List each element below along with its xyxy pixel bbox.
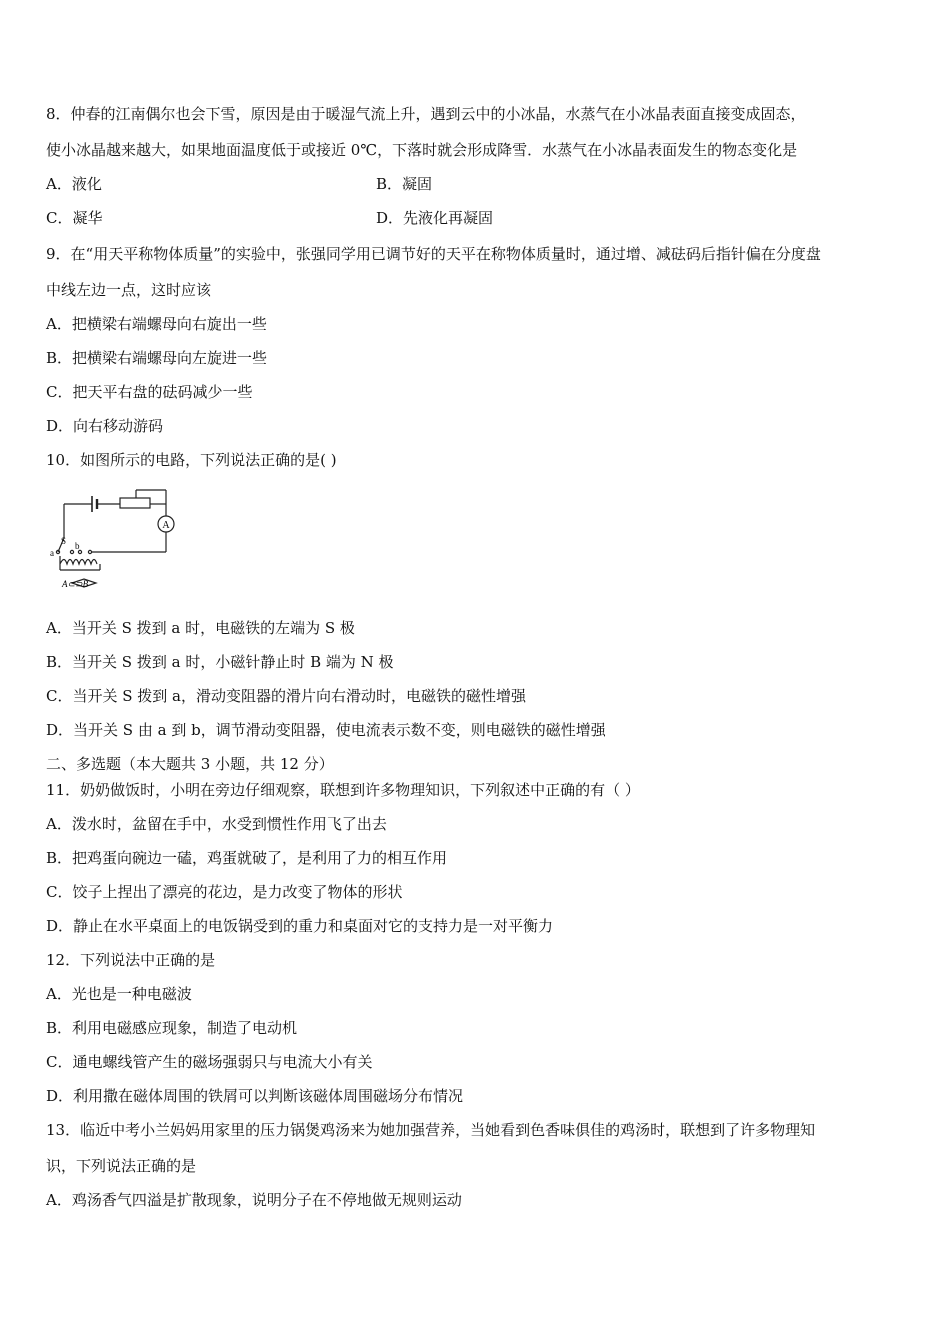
- q8-option-b: B．凝固: [376, 175, 433, 193]
- q10-option-a: A．当开关 S 拨到 a 时，电磁铁的左端为 S 极: [46, 619, 355, 637]
- q10-option-b: B．当开关 S 拨到 a 时，小磁针静止时 B 端为 N 极: [46, 653, 394, 671]
- q12-option-a: A．光也是一种电磁波: [46, 985, 192, 1003]
- q11-option-d: D．静止在水平桌面上的电饭锅受到的重力和桌面对它的支持力是一对平衡力: [46, 917, 554, 935]
- q9-stem-line2: 中线左边一点，这时应该: [46, 281, 212, 299]
- q11-option-a: A．泼水时，盆留在手中，水受到惯性作用飞了出去: [46, 815, 387, 833]
- q9-option-a: A．把横梁右端螺母向右旋出一些: [46, 315, 267, 333]
- q12-option-d: D．利用撒在磁体周围的铁屑可以判断该磁体周围磁场分布情况: [46, 1087, 464, 1105]
- needle-label: A⊂⊃B: [62, 579, 89, 589]
- q8-stem-line2: 使小冰晶越来越大，如果地面温度低于或接近 0℃，下落时就会形成降雪．水蒸气在小冰晶表面发生的物态变化是: [46, 141, 798, 159]
- q13-stem-line2: 识，下列说法正确的是: [46, 1157, 197, 1175]
- q10-option-c: C．当开关 S 拨到 a，滑动变阻器的滑片向右滑动时，电磁铁的磁性增强: [46, 687, 527, 705]
- q12-stem: 12．下列说法中正确的是: [46, 951, 216, 969]
- q8-option-a: A．液化: [46, 175, 102, 193]
- q13-stem-line1: 13．临近中考小兰妈妈用家里的压力锅煲鸡汤来为她加强营养，当她看到色香味俱佳的鸡汤时，联想到了许多物理知: [46, 1121, 816, 1139]
- q8-stem-line1: 8．仲春的江南偶尔也会下雪，原因是由于暖湿气流上升，遇到云中的小冰晶，水蒸气在小冰晶表面直接变成固态，: [46, 105, 806, 123]
- q9-option-b: B．把横梁右端螺母向左旋进一些: [46, 349, 268, 367]
- terminal-b-label: b: [75, 541, 80, 551]
- q10-stem: 10．如图所示的电路，下列说法正确的是( ): [46, 451, 337, 469]
- q13-option-a: A．鸡汤香气四溢是扩散现象，说明分子在不停地做无规则运动: [46, 1191, 462, 1209]
- q11-option-b: B．把鸡蛋向碗边一磕，鸡蛋就破了，是利用了力的相互作用: [46, 849, 448, 867]
- q12-option-c: C．通电螺线管产生的磁场强弱只与电流大小有关: [46, 1053, 373, 1071]
- q9-option-c: C．把天平右盘的砝码减少一些: [46, 383, 253, 401]
- q11-stem: 11．奶奶做饭时，小明在旁边仔细观察，联想到许多物理知识，下列叙述中正确的有（ ）: [46, 781, 640, 799]
- section-heading: 二、多选题（本大题共 3 小题，共 12 分）: [46, 755, 334, 773]
- q9-stem-line1: 9．在“用天平称物体质量”的实验中，张强同学用已调节好的天平在称物体质量时，通过增、减砝码后指针偏在分度盘: [46, 245, 821, 263]
- switch-label: S: [61, 536, 67, 546]
- ammeter-label: A: [162, 520, 170, 531]
- q8-option-c: C．凝华: [46, 209, 103, 227]
- q8-option-d: D．先液化再凝固: [376, 209, 494, 227]
- q11-option-c: C．饺子上捏出了漂亮的花边，是力改变了物体的形状: [46, 883, 403, 901]
- q9-option-d: D．向右移动游码: [46, 417, 164, 435]
- terminal-a-label: a: [50, 548, 54, 558]
- q12-option-b: B．利用电磁感应现象，制造了电动机: [46, 1019, 298, 1037]
- circuit-diagram: [50, 486, 185, 590]
- q10-option-d: D．当开关 S 由 a 到 b，调节滑动变阻器，使电流表示数不变，则电磁铁的磁性增强: [46, 721, 606, 739]
